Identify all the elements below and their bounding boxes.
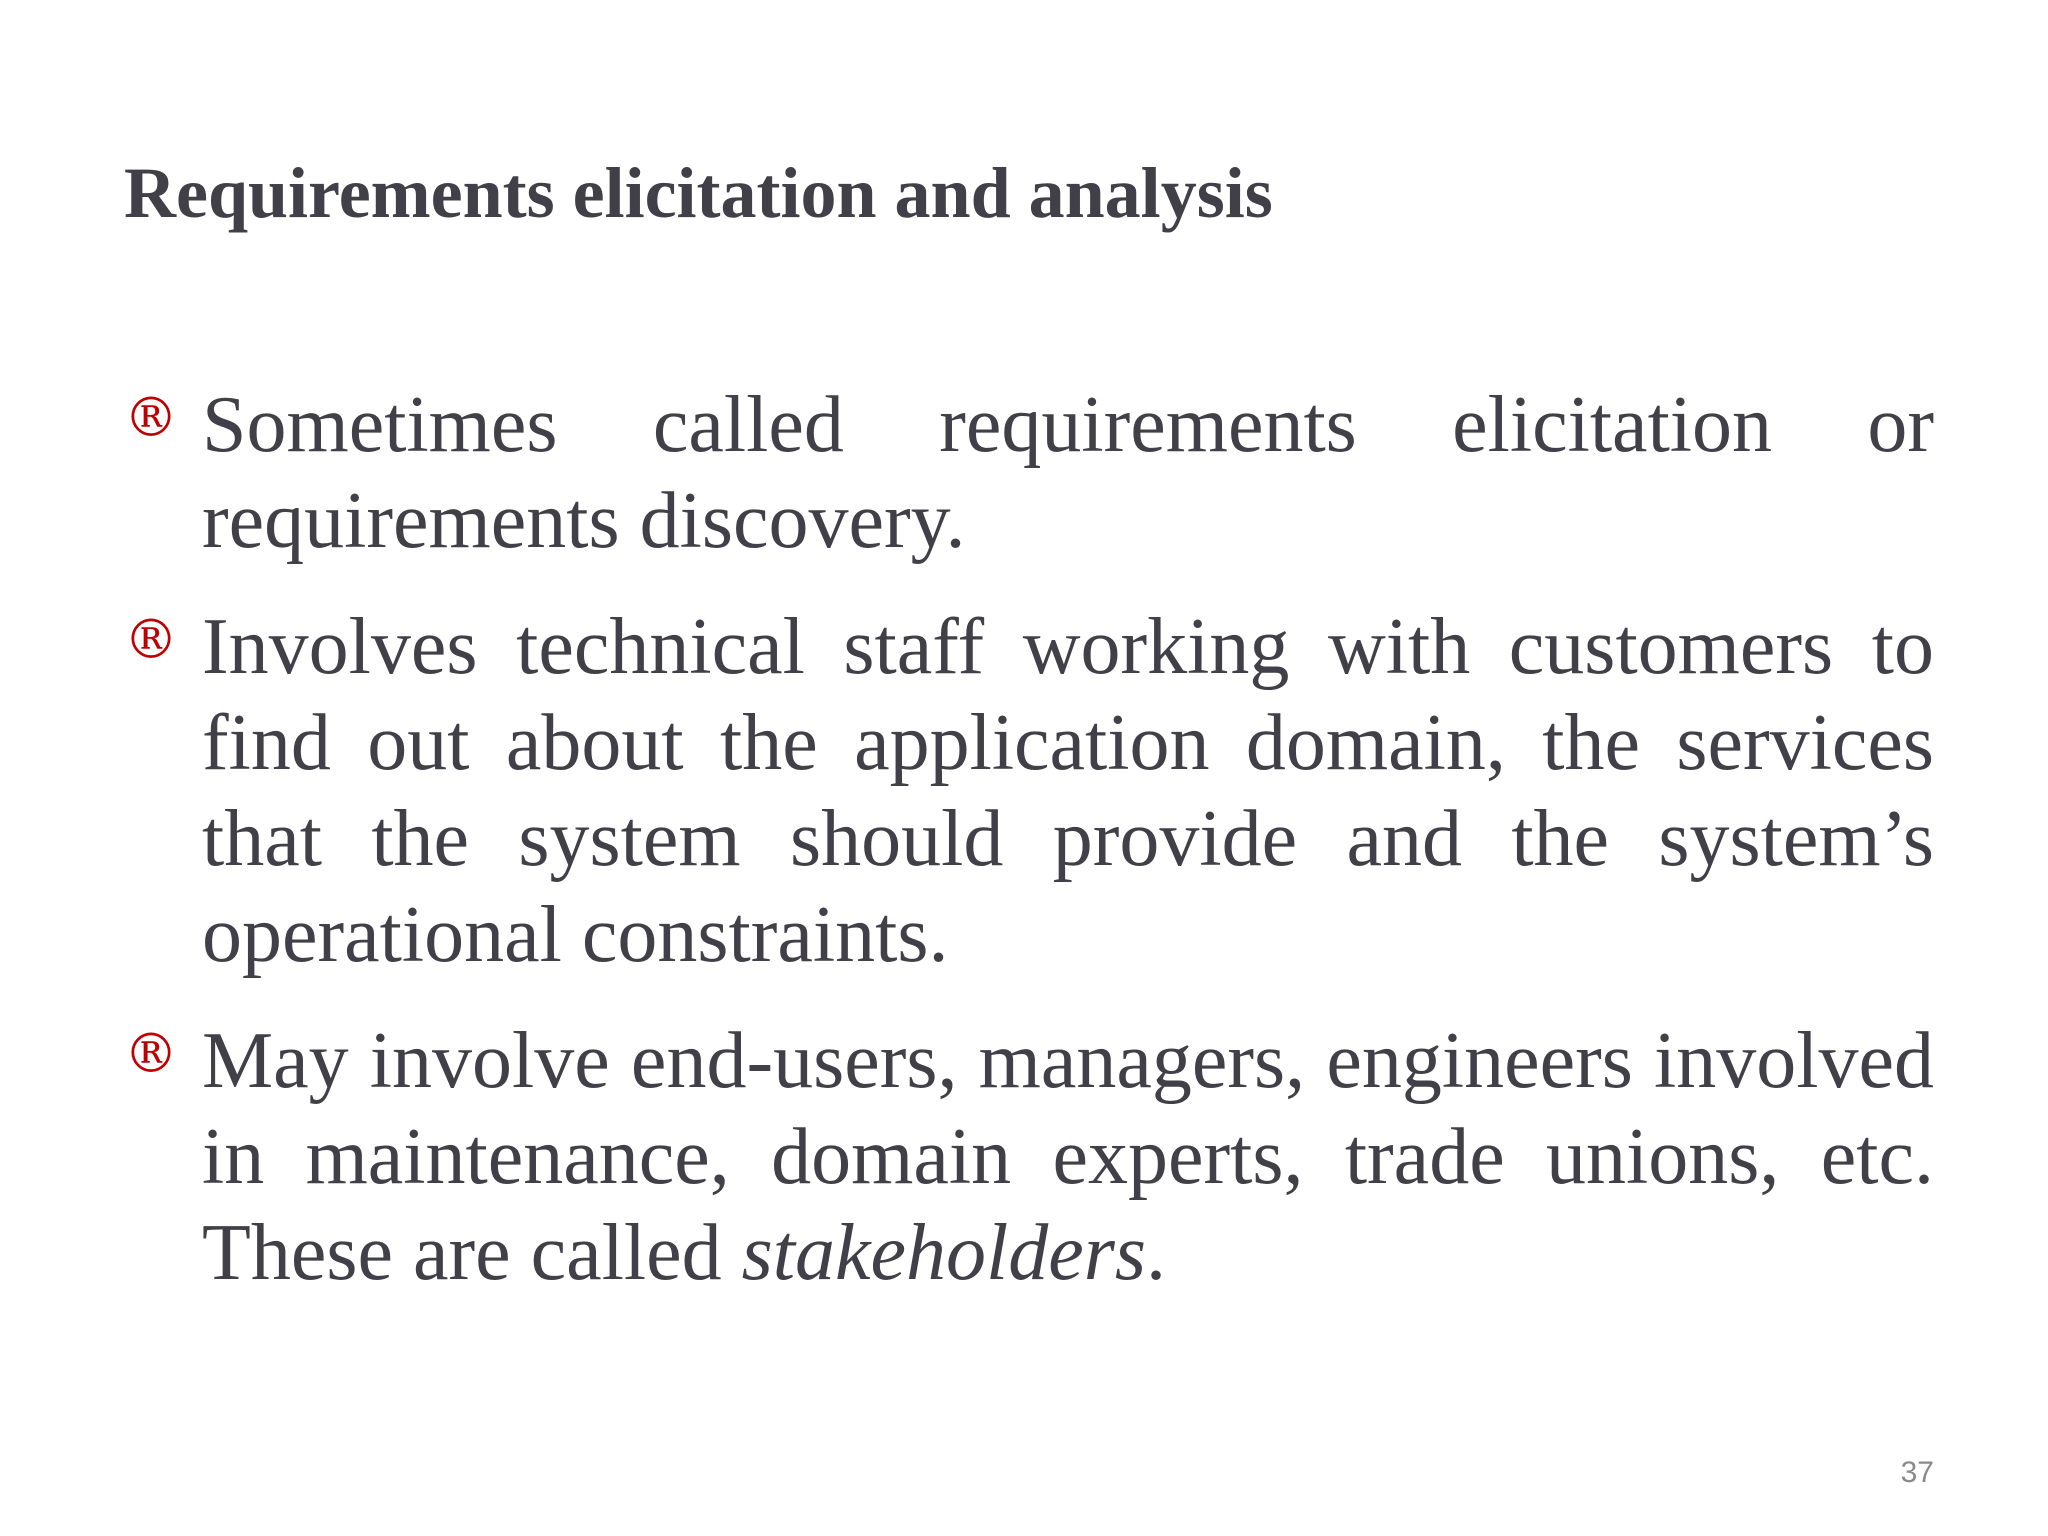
registered-bullet-icon: ® <box>124 386 178 449</box>
bullet-item-1 <box>124 377 1934 569</box>
bullet-text-3-before: May involve end-users, managers, engineers involved in maintenance, domain experts, trade unions, etc. These are called <box>202 1017 1934 1297</box>
bullet-text-2: Involves technical staff working with customers to find out about the application domain, the services that the system should provide and the system’s operational constraints. <box>202 603 1934 979</box>
registered-bullet-icon: ® <box>124 608 178 671</box>
slide-title: Requirements elicitation and analysis <box>124 153 1273 233</box>
bullet-text-1: Sometimes called requirements elicitation or requirements discovery. <box>202 381 1934 565</box>
bullet-text-3-after: . <box>1146 1209 1167 1297</box>
bullet-list <box>124 377 1934 1329</box>
bullet-item-2 <box>124 599 1934 983</box>
stakeholders-emphasis: stakeholders <box>741 1209 1147 1297</box>
registered-bullet-icon: ® <box>124 1022 178 1085</box>
bullet-item-3 <box>124 1013 1934 1301</box>
page-number: 37 <box>1900 1456 1934 1489</box>
